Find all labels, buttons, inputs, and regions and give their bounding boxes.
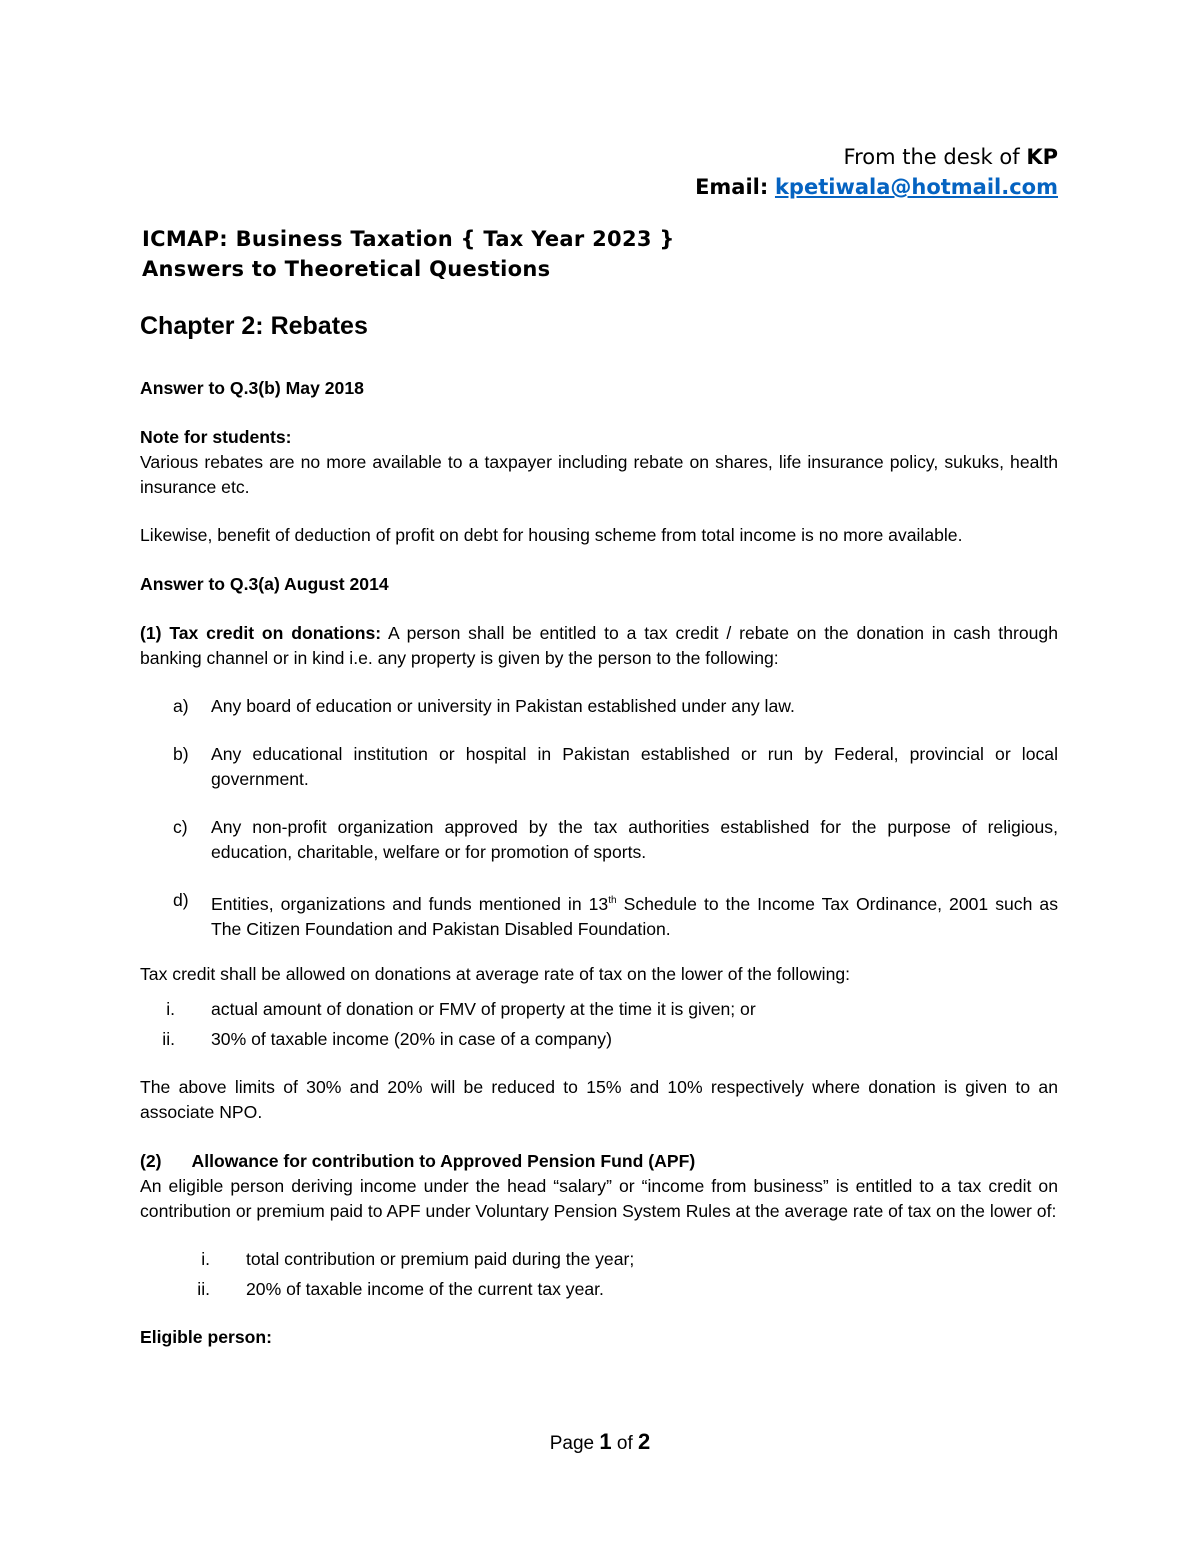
eligible-person-heading: Eligible person: (140, 1326, 272, 1347)
credit-intro: Tax credit shall be allowed on donations at average rate of tax on the lower of the following: (140, 963, 851, 984)
desk-line (695, 142, 1058, 172)
email-line (695, 172, 1058, 202)
title-line-2: Answers to Theoretical Questions (142, 257, 551, 281)
list-item: d) Entities, organizations and funds mentioned in 13th Schedule to the Income Tax Ordinance, 2001 such as The Citizen Foundation and Pakistan Disabled Foundation. (173, 890, 1058, 939)
list-item: c) Any non-profit organization approved by the tax authorities established for the purpose of religious, education, charitable, welfare or for promotion of sports. (173, 817, 1058, 862)
page-total: 2 (638, 1429, 651, 1454)
credit-limits-list (140, 997, 1058, 1052)
list-item: ii. 20% of taxable income of the current tax year. (197, 1278, 604, 1299)
list-item: b) Any educational institution or hospital in Pakistan established or run by Federal, provincial or local government. (173, 744, 1058, 789)
limits-paragraph: The above limits of 30% and 20% will be reduced to 15% and 10% respectively where donation is given to an associate NPO. (140, 1076, 1058, 1122)
of-word: of (616, 1433, 633, 1454)
section-heading-august-2014: Answer to Q.3(a) August 2014 (140, 574, 389, 594)
note-paragraph-2: Likewise, benefit of deduction of profit on debt for housing scheme from total income is no more available. (140, 525, 963, 545)
list-item: a) Any board of education or university in Pakistan established under any law. (173, 696, 795, 716)
document-title (142, 224, 675, 284)
chapter-heading: Chapter 2: Rebates (140, 312, 368, 340)
section-heading-may-2018: Answer to Q.3(b) May 2018 (140, 378, 364, 398)
list-item: i. total contribution or premium paid during the year; (201, 1248, 635, 1269)
note-paragraph-1: Various rebates are no more available to a taxpayer including rebate on shares, life insurance policy, sukuks, health insurance etc. (140, 452, 1058, 497)
header-block (695, 142, 1058, 202)
list-item: i. actual amount of donation or FMV of property at the time it is given; or (166, 998, 756, 1019)
page-number: 1 (599, 1429, 612, 1454)
desk-prefix: From the desk of (843, 145, 1020, 169)
donations-paragraph (140, 621, 1058, 671)
page-word: Page (549, 1433, 595, 1454)
title-line-1: ICMAP: Business Taxation { Tax Year 2023 } (142, 227, 675, 251)
apf-limits-list (140, 1247, 1058, 1302)
email-link[interactable]: kpetiwala@hotmail.com (774, 175, 1058, 199)
donations-text: A person shall be entitled to a tax credit / rebate on the donation in cash through banking channel or in kind i.e. any property is given by the person to the following: (140, 623, 1058, 668)
page-footer (0, 1429, 1200, 1455)
note-label: Note for students: (140, 427, 292, 447)
desk-name: KP (1026, 145, 1058, 169)
list-item: ii. 30% of taxable income (20% in case of a company) (162, 1028, 612, 1049)
donations-label: (1) Tax credit on donations: (140, 623, 382, 643)
apf-heading: (2) Allowance for contribution to Approved Pension Fund (APF) (140, 1150, 696, 1171)
apf-paragraph: An eligible person deriving income under the head “salary” or “income from business” is entitled to a tax credit on contribution or premium paid to APF under Voluntary Pension System Rules at the average rate of tax on the lower of: (140, 1175, 1058, 1221)
donation-recipients-list (140, 694, 1058, 942)
document-body (140, 306, 1058, 1350)
email-label: Email: (695, 175, 769, 199)
